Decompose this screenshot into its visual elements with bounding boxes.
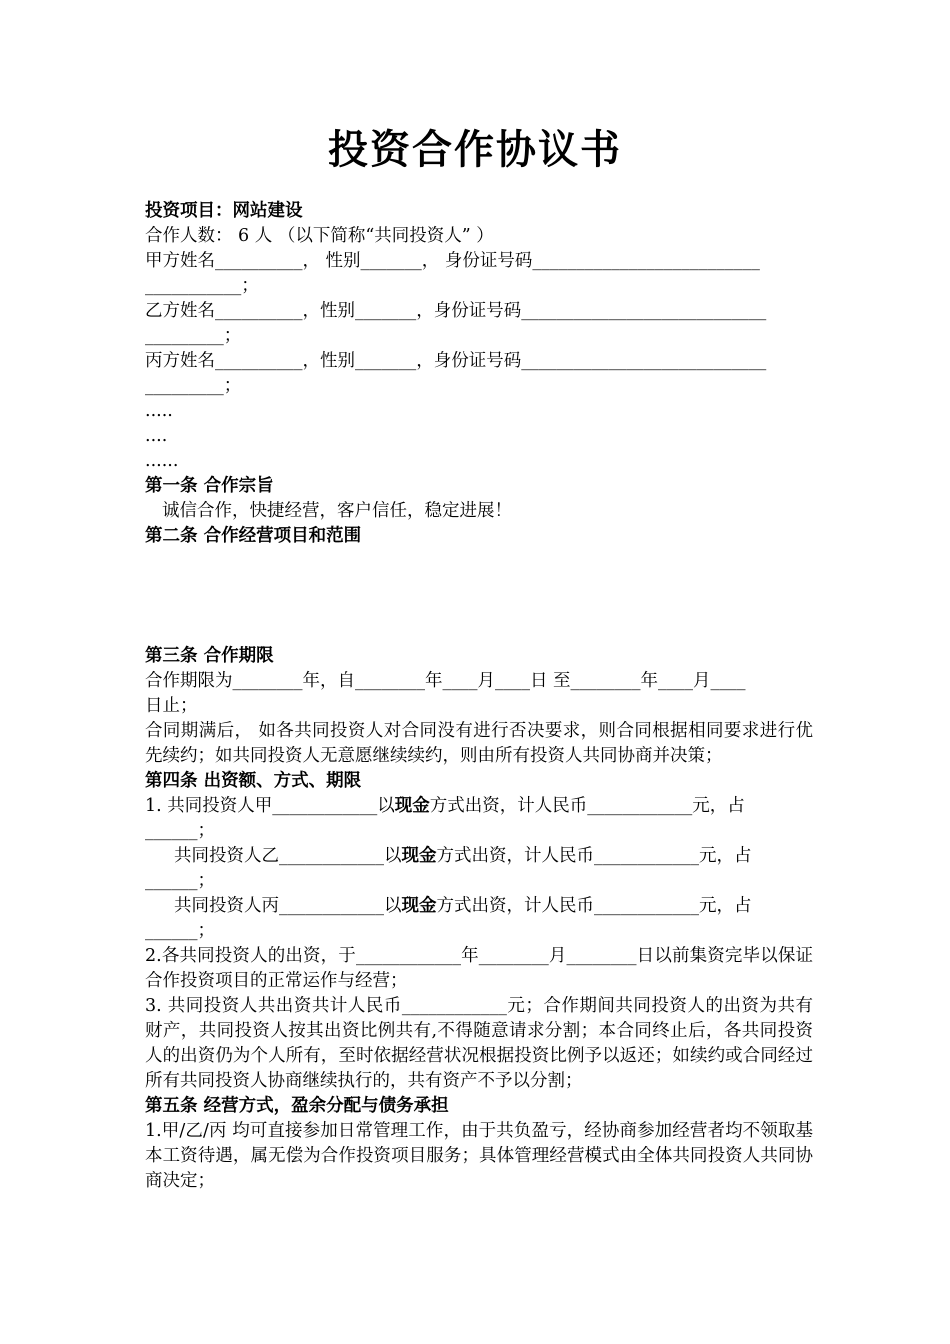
ellipsis-line: ..... bbox=[145, 401, 173, 421]
total-contribution-paragraph: 3. 共同投资人共出资共计人民币____________元；合作期间共同投资人的出资为共有财产，共同投资人按其出资比例共有,不得随意请求分割；本合同终止后，各共同投资人的出资仍为个人所有，至时依据经营状况根据投资比例予以返还；如续约或合同经过所有共同投资人协商继续执行的，共有资产不予以分割； bbox=[145, 996, 813, 1091]
party-b-line: 乙方姓名__________，性别_______，身份证号码____________________________ bbox=[145, 301, 767, 321]
investor-b-line bbox=[145, 844, 813, 869]
investor-c-line bbox=[145, 894, 813, 919]
renewal-paragraph: 合同期满后， 如各共同投资人对合同没有进行否决要求，则合同根据相同要求进行优先续约；如共同投资人无意愿继续续约，则由所有投资人共同协商并决策； bbox=[145, 721, 813, 766]
document-body bbox=[145, 199, 813, 1194]
section-1-heading: 第一条 合作宗旨 bbox=[145, 476, 274, 496]
party-b-line-cont: _________； bbox=[145, 326, 242, 346]
contribution-deadline-paragraph: 2.各共同投资人的出资，于____________年________月________日以前集资完毕以保证合作投资项目的正常运作与经营； bbox=[145, 946, 813, 991]
document-title: 投资合作协议书 bbox=[328, 126, 622, 173]
investor-b-text: 共同投资人乙____________以 bbox=[174, 846, 402, 866]
section-1-body: 诚信合作，快捷经营，客户信任，稳定进展！ bbox=[162, 501, 512, 521]
investor-a-share: ______； bbox=[145, 821, 215, 841]
investor-b-amount: 方式出资，计人民币____________元，占 bbox=[436, 846, 752, 866]
cash-label: 现金 bbox=[401, 896, 437, 916]
ellipsis-line: ...... bbox=[145, 451, 179, 471]
project-line: 投资项目：网站建设 bbox=[145, 201, 303, 221]
section-2-blank-space bbox=[145, 549, 813, 644]
cash-label: 现金 bbox=[394, 796, 430, 816]
management-paragraph: 1.甲/乙/丙 均可直接参加日常管理工作，由于共负盈亏，经协商参加经营者均不领取基本工资待遇，属无偿为合作投资项目服务；具体管理经营模式由全体共同投资人共同协商决定； bbox=[145, 1121, 813, 1191]
investor-a-amount: 方式出资，计人民币____________元，占 bbox=[429, 796, 745, 816]
party-a-line: 甲方姓名__________， 性别_______， 身份证号码__________________________ bbox=[145, 251, 760, 271]
party-a-line-cont: ___________； bbox=[145, 276, 259, 296]
investor-b-share: ______； bbox=[145, 871, 215, 891]
term-line-cont: 日止； bbox=[145, 696, 198, 716]
party-c-line-cont: _________； bbox=[145, 376, 242, 396]
partner-count-line: 合作人数： 6 人 （以下简称“共同投资人” ） bbox=[145, 226, 494, 246]
investor-a-text: 1. 共同投资人甲____________以 bbox=[145, 796, 395, 816]
section-3-heading: 第三条 合作期限 bbox=[145, 646, 274, 666]
cash-label: 现金 bbox=[401, 846, 437, 866]
party-c-line: 丙方姓名__________，性别_______，身份证号码____________________________ bbox=[145, 351, 767, 371]
section-4-heading: 第四条 出资额、方式、期限 bbox=[145, 771, 362, 791]
investor-c-text: 共同投资人丙____________以 bbox=[174, 896, 402, 916]
ellipsis-line: .... bbox=[145, 426, 168, 446]
investor-c-amount: 方式出资，计人民币____________元，占 bbox=[436, 896, 752, 916]
term-line: 合作期限为________年，自________年____月____日 至________年____月____ bbox=[145, 671, 746, 691]
section-5-heading: 第五条 经营方式，盈余分配与债务承担 bbox=[145, 1096, 449, 1116]
investor-a-line bbox=[145, 794, 813, 819]
investor-c-share: ______； bbox=[145, 921, 215, 941]
section-2-heading: 第二条 合作经营项目和范围 bbox=[145, 526, 362, 546]
